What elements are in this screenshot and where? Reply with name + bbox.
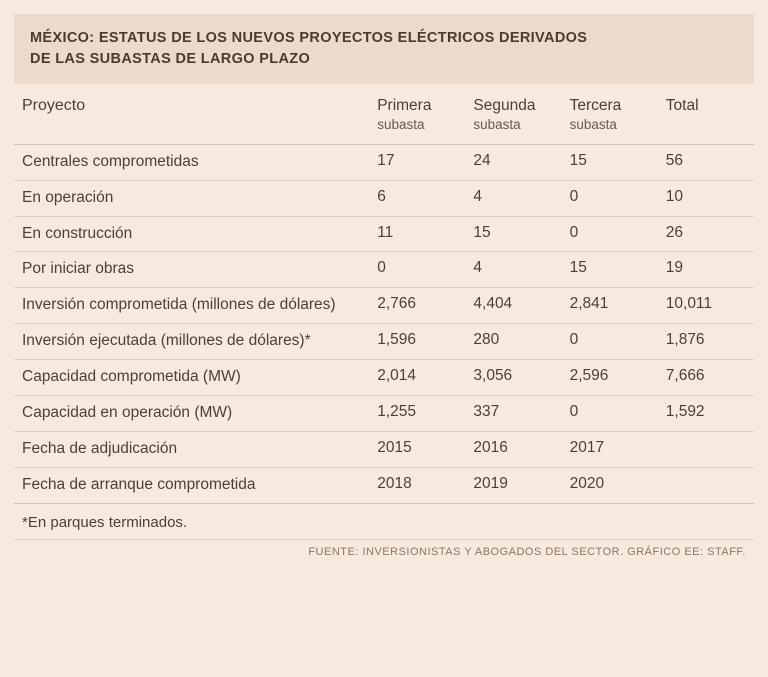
row-value-tercera: 2,841 [562, 288, 658, 324]
row-value-tercera: 15 [562, 252, 658, 288]
row-value-total: 1,592 [658, 396, 754, 432]
row-value-tercera: 2,596 [562, 360, 658, 396]
table-row [14, 324, 754, 360]
row-value-primera: 17 [369, 144, 465, 180]
table-row [14, 360, 754, 396]
row-label: Capacidad comprometida (MW) [14, 360, 369, 396]
table-row [14, 288, 754, 324]
table-header-row [14, 84, 754, 144]
row-label: Inversión comprometida (millones de dólares) [14, 288, 369, 324]
row-label: Fecha de adjudicación [14, 432, 369, 468]
row-value-primera: 6 [369, 180, 465, 216]
table-row [14, 252, 754, 288]
row-value-segunda: 337 [465, 396, 561, 432]
row-value-total: 10 [658, 180, 754, 216]
row-value-primera: 2015 [369, 432, 465, 468]
row-value-total: 19 [658, 252, 754, 288]
row-value-segunda: 4 [465, 252, 561, 288]
row-value-segunda: 4,404 [465, 288, 561, 324]
row-value-segunda: 15 [465, 216, 561, 252]
footnote: *En parques terminados. [22, 513, 188, 531]
row-value-total: 26 [658, 216, 754, 252]
column-header-tercera-sub: subasta [569, 117, 617, 133]
row-value-segunda: 2016 [465, 432, 561, 468]
column-header-total: Total [658, 84, 754, 144]
projects-table [14, 84, 754, 504]
chart-title [14, 14, 754, 84]
table-row [14, 180, 754, 216]
row-label: En operación [14, 180, 369, 216]
table-row [14, 432, 754, 468]
row-value-total: 10,011 [658, 288, 754, 324]
row-value-primera: 11 [369, 216, 465, 252]
row-value-total [658, 468, 754, 504]
row-value-tercera: 0 [562, 396, 658, 432]
row-value-primera: 2,766 [369, 288, 465, 324]
row-value-tercera: 15 [562, 144, 658, 180]
column-header-primera-subasta [369, 84, 465, 144]
row-label: Capacidad en operación (MW) [14, 396, 369, 432]
column-header-segunda-subasta [465, 84, 561, 144]
row-value-tercera: 0 [562, 216, 658, 252]
column-header-segunda-sub: subasta [473, 117, 521, 133]
column-header-tercera-subasta [562, 84, 658, 144]
column-header-tercera-main: Tercera [569, 97, 622, 115]
row-value-segunda: 24 [465, 144, 561, 180]
chart-title-line-1: MÉXICO: ESTATUS DE LOS NUEVOS PROYECTOS ELÉCTRICOS DERIVADOS [30, 30, 588, 46]
row-value-tercera: 0 [562, 324, 658, 360]
column-header-project: Proyecto [14, 84, 369, 144]
row-value-tercera: 0 [562, 180, 658, 216]
source-credit: FUENTE: INVERSIONISTAS Y ABOGADOS DEL SECTOR. GRÁFICO EE: STAFF. [14, 539, 754, 558]
row-value-primera: 2018 [369, 468, 465, 504]
row-value-tercera: 2020 [562, 468, 658, 504]
row-label: Centrales comprometidas [14, 144, 369, 180]
row-value-total: 1,876 [658, 324, 754, 360]
column-header-segunda-main: Segunda [473, 97, 536, 115]
row-value-segunda: 3,056 [465, 360, 561, 396]
row-value-segunda: 2019 [465, 468, 561, 504]
row-value-total: 56 [658, 144, 754, 180]
table-row [14, 144, 754, 180]
chart-title-line-2: DE LAS SUBASTAS DE LARGO PLAZO [30, 51, 311, 68]
table-row [14, 216, 754, 252]
row-label: En construcción [14, 216, 369, 252]
row-label: Por iniciar obras [14, 252, 369, 288]
row-value-primera: 1,255 [369, 396, 465, 432]
row-value-total: 7,666 [658, 360, 754, 396]
row-label: Inversión ejecutada (millones de dólares)* [14, 324, 369, 360]
row-label: Fecha de arranque comprometida [14, 468, 369, 504]
row-value-segunda: 4 [465, 180, 561, 216]
row-value-primera: 0 [369, 252, 465, 288]
column-header-primera-main: Primera [377, 97, 432, 115]
table-body [14, 144, 754, 503]
row-value-total [658, 432, 754, 468]
row-value-tercera: 2017 [562, 432, 658, 468]
table-header [14, 84, 754, 144]
table-row [14, 396, 754, 432]
column-header-primera-sub: subasta [377, 117, 425, 133]
table-row [14, 468, 754, 504]
row-value-primera: 1,596 [369, 324, 465, 360]
row-value-segunda: 280 [465, 324, 561, 360]
row-value-primera: 2,014 [369, 360, 465, 396]
